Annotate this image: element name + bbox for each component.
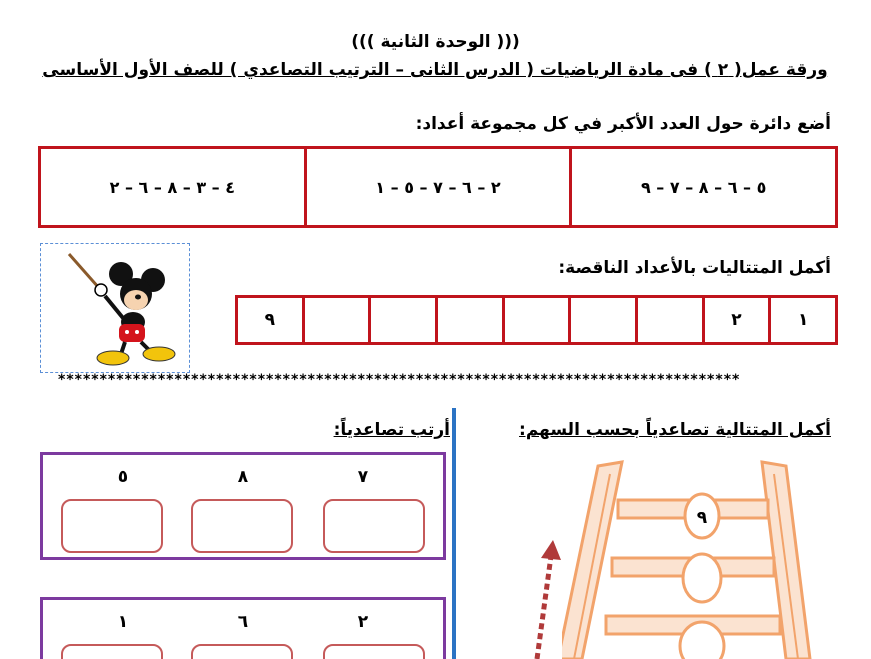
answer-slot[interactable]	[61, 499, 163, 553]
sort-number: ٢	[357, 612, 369, 632]
mickey-illustration	[40, 243, 190, 373]
sequence-cell[interactable]	[568, 298, 635, 342]
sort-number: ٧	[357, 467, 369, 487]
sequence-cell[interactable]: ٩	[264, 310, 275, 330]
sequence-cell[interactable]: ١	[768, 298, 835, 342]
sort-number: ٨	[237, 467, 249, 487]
sort-box-1	[40, 452, 446, 560]
sequence-boxes	[235, 295, 838, 345]
sequence-cell[interactable]: ٢	[702, 298, 769, 342]
section3-instruction: أكمل المتتالية تصاعدياً بحسب السهم:	[519, 420, 831, 440]
section4-instruction: أرتب تصاعدياً:	[333, 420, 450, 440]
ladder-oval[interactable]	[680, 622, 724, 659]
sort-number: ١	[117, 612, 129, 632]
column-divider	[452, 408, 456, 659]
mickey-icon	[41, 244, 189, 372]
number-group-3[interactable]: ٤ – ٣ – ٨ – ٦ – ٢	[109, 177, 236, 197]
ladder-number: ٩	[696, 508, 708, 528]
sequence-cell[interactable]	[302, 298, 369, 342]
answer-slot[interactable]	[191, 499, 293, 553]
ladder-oval[interactable]	[683, 554, 721, 602]
section2-instruction: أكمل المتتاليات بالأعداد الناقصة:	[558, 258, 831, 278]
sequence-cell[interactable]	[368, 298, 435, 342]
section1-instruction: أضع دائرة حول العدد الأكبر في كل مجموعة أعداد:	[415, 114, 831, 134]
number-groups-box	[38, 146, 838, 228]
answer-slot[interactable]	[323, 499, 425, 553]
up-arrow-icon	[525, 538, 565, 659]
answer-slot[interactable]	[61, 644, 163, 659]
number-group-2[interactable]: ٢ – ٦ – ٧ – ٥ – ١	[304, 149, 570, 225]
sort-number: ٦	[237, 612, 249, 632]
answer-slot[interactable]	[323, 644, 425, 659]
sort-number: ٥	[117, 467, 129, 487]
sequence-cell[interactable]	[635, 298, 702, 342]
number-group-1[interactable]: ٥ – ٦ – ٨ – ٧ – ٩	[569, 149, 835, 225]
sort-box-2	[40, 597, 446, 659]
worksheet-title: ورقة عمل( ٢ ) فى مادة الرياضيات ( الدرس الثانى – الترتيب التصاعدي ) للصف الأول الأساسى	[42, 60, 828, 80]
star-separator: **********************************************************************************	[58, 372, 741, 388]
answer-slot[interactable]	[191, 644, 293, 659]
ladder-illustration	[562, 460, 822, 659]
unit-title: ((( الوحدة الثانية )))	[351, 32, 520, 52]
sequence-cell[interactable]	[502, 298, 569, 342]
sequence-cell[interactable]	[435, 298, 502, 342]
